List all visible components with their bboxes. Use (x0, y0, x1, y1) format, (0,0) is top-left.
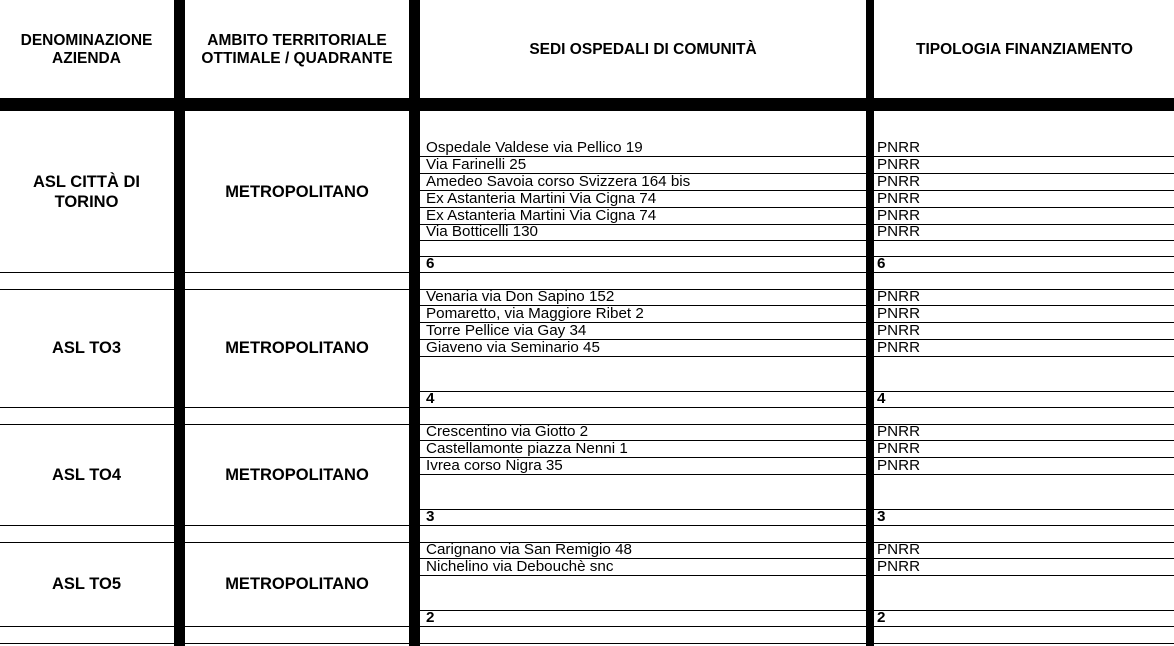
spacer-row-rule (0, 643, 1174, 644)
tipologia-underline (874, 575, 1174, 576)
sede-text: Ospedale Valdese via Pellico 19 (426, 140, 643, 156)
ambito-cell (186, 424, 408, 525)
ambito-cell (186, 289, 408, 407)
header-tipologia (875, 6, 1174, 94)
tipologia-text: PNRR (877, 306, 921, 322)
total-tipologia-text: 2 (877, 610, 886, 626)
group-bottom-rule (0, 272, 1174, 273)
ambito-cell (186, 111, 408, 272)
sede-underline (420, 356, 866, 357)
ambito-cell-text: METROPOLITANO (225, 339, 369, 357)
azienda-cell-text: ASL TO4 (51, 465, 122, 484)
sede-text: Torre Pellice via Gay 34 (426, 323, 587, 339)
total-tipologia-text: 6 (877, 256, 886, 272)
azienda-cell-text: ASL CITTÀ DI TORINO (33, 172, 140, 211)
ambito-cell-text: METROPOLITANO (225, 182, 369, 201)
tipologia-text: PNRR (877, 191, 921, 207)
azienda-cell-text: ASL TO3 (51, 339, 122, 357)
sede-text: Castellamonte piazza Nenni 1 (426, 441, 628, 457)
header-azienda (0, 6, 173, 94)
sede-text: Crescentino via Giotto 2 (426, 424, 589, 440)
tipologia-text: PNRR (877, 323, 921, 339)
total-sedi-text: 6 (426, 256, 435, 272)
group-bottom-rule (0, 407, 1174, 408)
azienda-cell-text: ASL TO5 (51, 575, 122, 593)
header-tipologia-text: TIPOLOGIA FINANZIAMENTO (916, 41, 1133, 58)
header-ambito-text: AMBITO TERRITORIALE OTTIMALE / QUADRANTE (201, 32, 393, 67)
sede-text: Carignano via San Remigio 48 (426, 542, 632, 558)
tipologia-text: PNRR (877, 559, 921, 575)
sede-text: Giaveno via Seminario 45 (426, 340, 600, 356)
tipologia-text: PNRR (877, 458, 921, 474)
tipologia-text: PNRR (877, 157, 921, 173)
total-tipologia-text: 4 (877, 391, 886, 407)
sede-text: Venaria via Don Sapino 152 (426, 289, 615, 305)
tipologia-text: PNRR (877, 140, 921, 156)
tipologia-text: PNRR (877, 224, 921, 240)
header-separator (0, 98, 1174, 111)
sede-text: Ex Astanteria Martini Via Cigna 74 (426, 191, 657, 207)
total-sedi-text: 3 (426, 509, 435, 525)
sede-text: Nichelino via Debouchè snc (426, 559, 614, 575)
sede-underline (420, 575, 866, 576)
tipologia-underline (874, 474, 1174, 475)
sede-text: Pomaretto, via Maggiore Ribet 2 (426, 306, 644, 322)
sede-text: Ivrea corso Nigra 35 (426, 458, 563, 474)
header-sedi (421, 6, 865, 94)
header-ambito (186, 6, 408, 94)
sede-text: Via Farinelli 25 (426, 157, 527, 173)
header-sedi-text: SEDI OSPEDALI DI COMUNITÀ (529, 41, 757, 58)
ambito-cell-text: METROPOLITANO (225, 465, 369, 484)
tipologia-underline (874, 356, 1174, 357)
group-bottom-rule (0, 626, 1174, 627)
total-tipologia-text: 3 (877, 509, 886, 525)
tipologia-text: PNRR (877, 340, 921, 356)
azienda-cell (0, 542, 173, 626)
tipologia-text: PNRR (877, 174, 921, 190)
azienda-cell (0, 424, 173, 525)
sede-text: Amedeo Savoia corso Svizzera 164 bis (426, 174, 691, 190)
total-sedi-text: 2 (426, 610, 435, 626)
ambito-cell-text: METROPOLITANO (225, 575, 369, 593)
tipologia-text: PNRR (877, 289, 921, 305)
tipologia-underline (874, 240, 1174, 241)
ambito-cell (186, 542, 408, 626)
sede-underline (420, 474, 866, 475)
group-bottom-rule (0, 525, 1174, 526)
sede-underline (420, 240, 866, 241)
total-sedi-text: 4 (426, 391, 435, 407)
column-rule-1 (174, 0, 185, 646)
column-rule-2 (409, 0, 420, 646)
tipologia-text: PNRR (877, 424, 921, 440)
sede-text: Ex Astanteria Martini Via Cigna 74 (426, 208, 657, 224)
header-azienda-text: DENOMINAZIONE AZIENDA (20, 32, 153, 67)
tipologia-text: PNRR (877, 542, 921, 558)
azienda-cell (0, 289, 173, 407)
sede-text: Via Botticelli 130 (426, 224, 539, 240)
tipologia-text: PNRR (877, 441, 921, 457)
azienda-cell (0, 111, 173, 272)
tipologia-text: PNRR (877, 208, 921, 224)
column-rule-3 (866, 0, 874, 646)
